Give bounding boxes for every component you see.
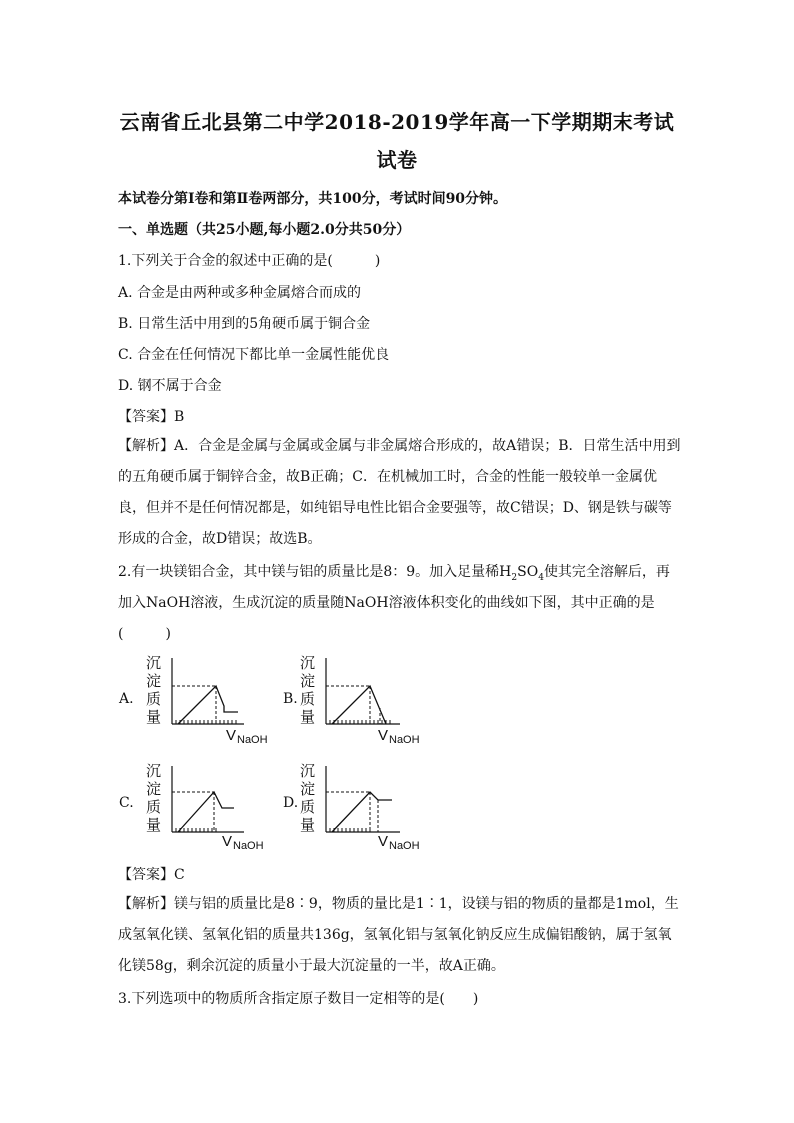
x-axis-v: V [222, 833, 233, 850]
precipitate-curve [332, 686, 386, 724]
y-axis-char: 量 [146, 708, 162, 726]
q2-stem-part3: 使其完全溶解后，再 [543, 564, 670, 580]
y-axis-char: 质 [300, 798, 316, 816]
graph-a-svg [146, 652, 276, 747]
doc-title-line2: 试卷 [376, 148, 418, 172]
q2-stem-line1 [118, 561, 670, 583]
q1-option-b: B. 日常生活中用到的5角硬币属于铜合金 [118, 316, 371, 332]
q1-option-c: C. 合金在任何情况下都比单一金属性能优良 [118, 347, 390, 363]
y-axis-char: 质 [300, 690, 316, 708]
graph-a [146, 652, 276, 751]
graph-label-a: A. [119, 691, 134, 707]
y-axis-char: 沉 [300, 654, 316, 672]
q2-stem-line2: 加入NaOH溶液，生成沉淀的质量随NaOH溶液体积变化的曲线如下图，其中正确的是 [118, 595, 655, 611]
y-axis-char: 沉 [300, 762, 316, 780]
graph-b-svg [300, 652, 430, 747]
y-axis-char: 淀 [300, 780, 316, 798]
q2-subscript-2: 4 [538, 572, 544, 583]
graph-b [300, 652, 430, 751]
graph-d [300, 760, 430, 859]
y-axis-char: 质 [146, 690, 162, 708]
q2-analysis: 【解析】镁与铝的质量比是8∶9，物质的量比是1∶1，设镁与铝的物质的量都是1mol，生成氢氧化镁、氢氧化铝的质量共136g，氢氧化铝与氢氧化钠反应生成偏铝酸钠，属于氢氧化镁58g，剩余沉淀的质量小于最大沉淀量的一半，故A正确。 [118, 896, 679, 974]
y-axis-char: 质 [146, 798, 162, 816]
graph-c [146, 760, 276, 859]
y-axis-char: 淀 [300, 672, 316, 690]
doc-title-line1: 云南省丘北县第二中学2018-2019学年高一下学期期末考试 [119, 110, 675, 134]
y-axis-char: 沉 [146, 762, 162, 780]
precipitate-curve [178, 686, 238, 724]
graph-c-svg [146, 760, 276, 855]
graph-label-d: D. [283, 795, 299, 811]
section-heading: 一、单选题（共25小题,每小题2.0分共50分） [118, 222, 411, 238]
y-axis-char: 淀 [146, 780, 162, 798]
y-axis-char: 量 [146, 816, 162, 834]
x-axis-naoh: NaOH [389, 840, 420, 852]
q2-answer: 【答案】C [118, 867, 185, 883]
y-axis-char: 淀 [146, 672, 162, 690]
x-axis-naoh: NaOH [233, 840, 264, 852]
q2-stem-line3: ( ) [118, 626, 171, 642]
q1-option-a: A. 合金是由两种或多种金属熔合而成的 [118, 285, 362, 301]
q1-option-d: D. 钢不属于合金 [118, 378, 222, 394]
q1-answer: 【答案】B [118, 409, 185, 425]
y-axis-char: 量 [300, 816, 316, 834]
q1-stem: 1.下列关于合金的叙述中正确的是( ) [118, 253, 381, 269]
graph-d-svg [300, 760, 430, 855]
y-axis-char: 量 [300, 708, 316, 726]
q2-subscript-1: 2 [511, 572, 518, 583]
precipitate-curve [178, 792, 234, 832]
q2-stem-part1: 2.有一块镁铝合金，其中镁与铝的质量比是8：9。加入足量稀H [118, 564, 512, 580]
precipitate-curve [332, 792, 392, 832]
exam-info: 本试卷分第Ⅰ卷和第Ⅱ卷两部分，共100分，考试时间90分钟。 [118, 191, 508, 207]
y-axis-char: 沉 [146, 654, 162, 672]
q1-analysis: 【解析】A．合金是金属与金属或金属与非金属熔合形成的，故A错误；B．日常生活中用到的五角硬币属于铜锌合金，故B正确；C．在机械加工时，合金的性能一般较单一金属优良，但并不是任何情况都是，如纯铝导电性比铝合金要强等，故C错误；D、钢是铁与碳等形成的合金，故D错误；故选B。 [118, 438, 681, 547]
graph-label-b: B. [283, 691, 298, 707]
graph-label-c: C. [119, 795, 134, 811]
q2-stem-part2: SO [517, 564, 539, 580]
x-axis-v: V [378, 727, 389, 744]
x-axis-naoh: NaOH [237, 734, 268, 746]
x-axis-naoh: NaOH [389, 734, 420, 746]
x-axis-v: V [226, 727, 237, 744]
x-axis-v: V [378, 833, 389, 850]
q3-stem: 3.下列选项中的物质所含指定原子数目一定相等的是( ) [118, 991, 479, 1007]
